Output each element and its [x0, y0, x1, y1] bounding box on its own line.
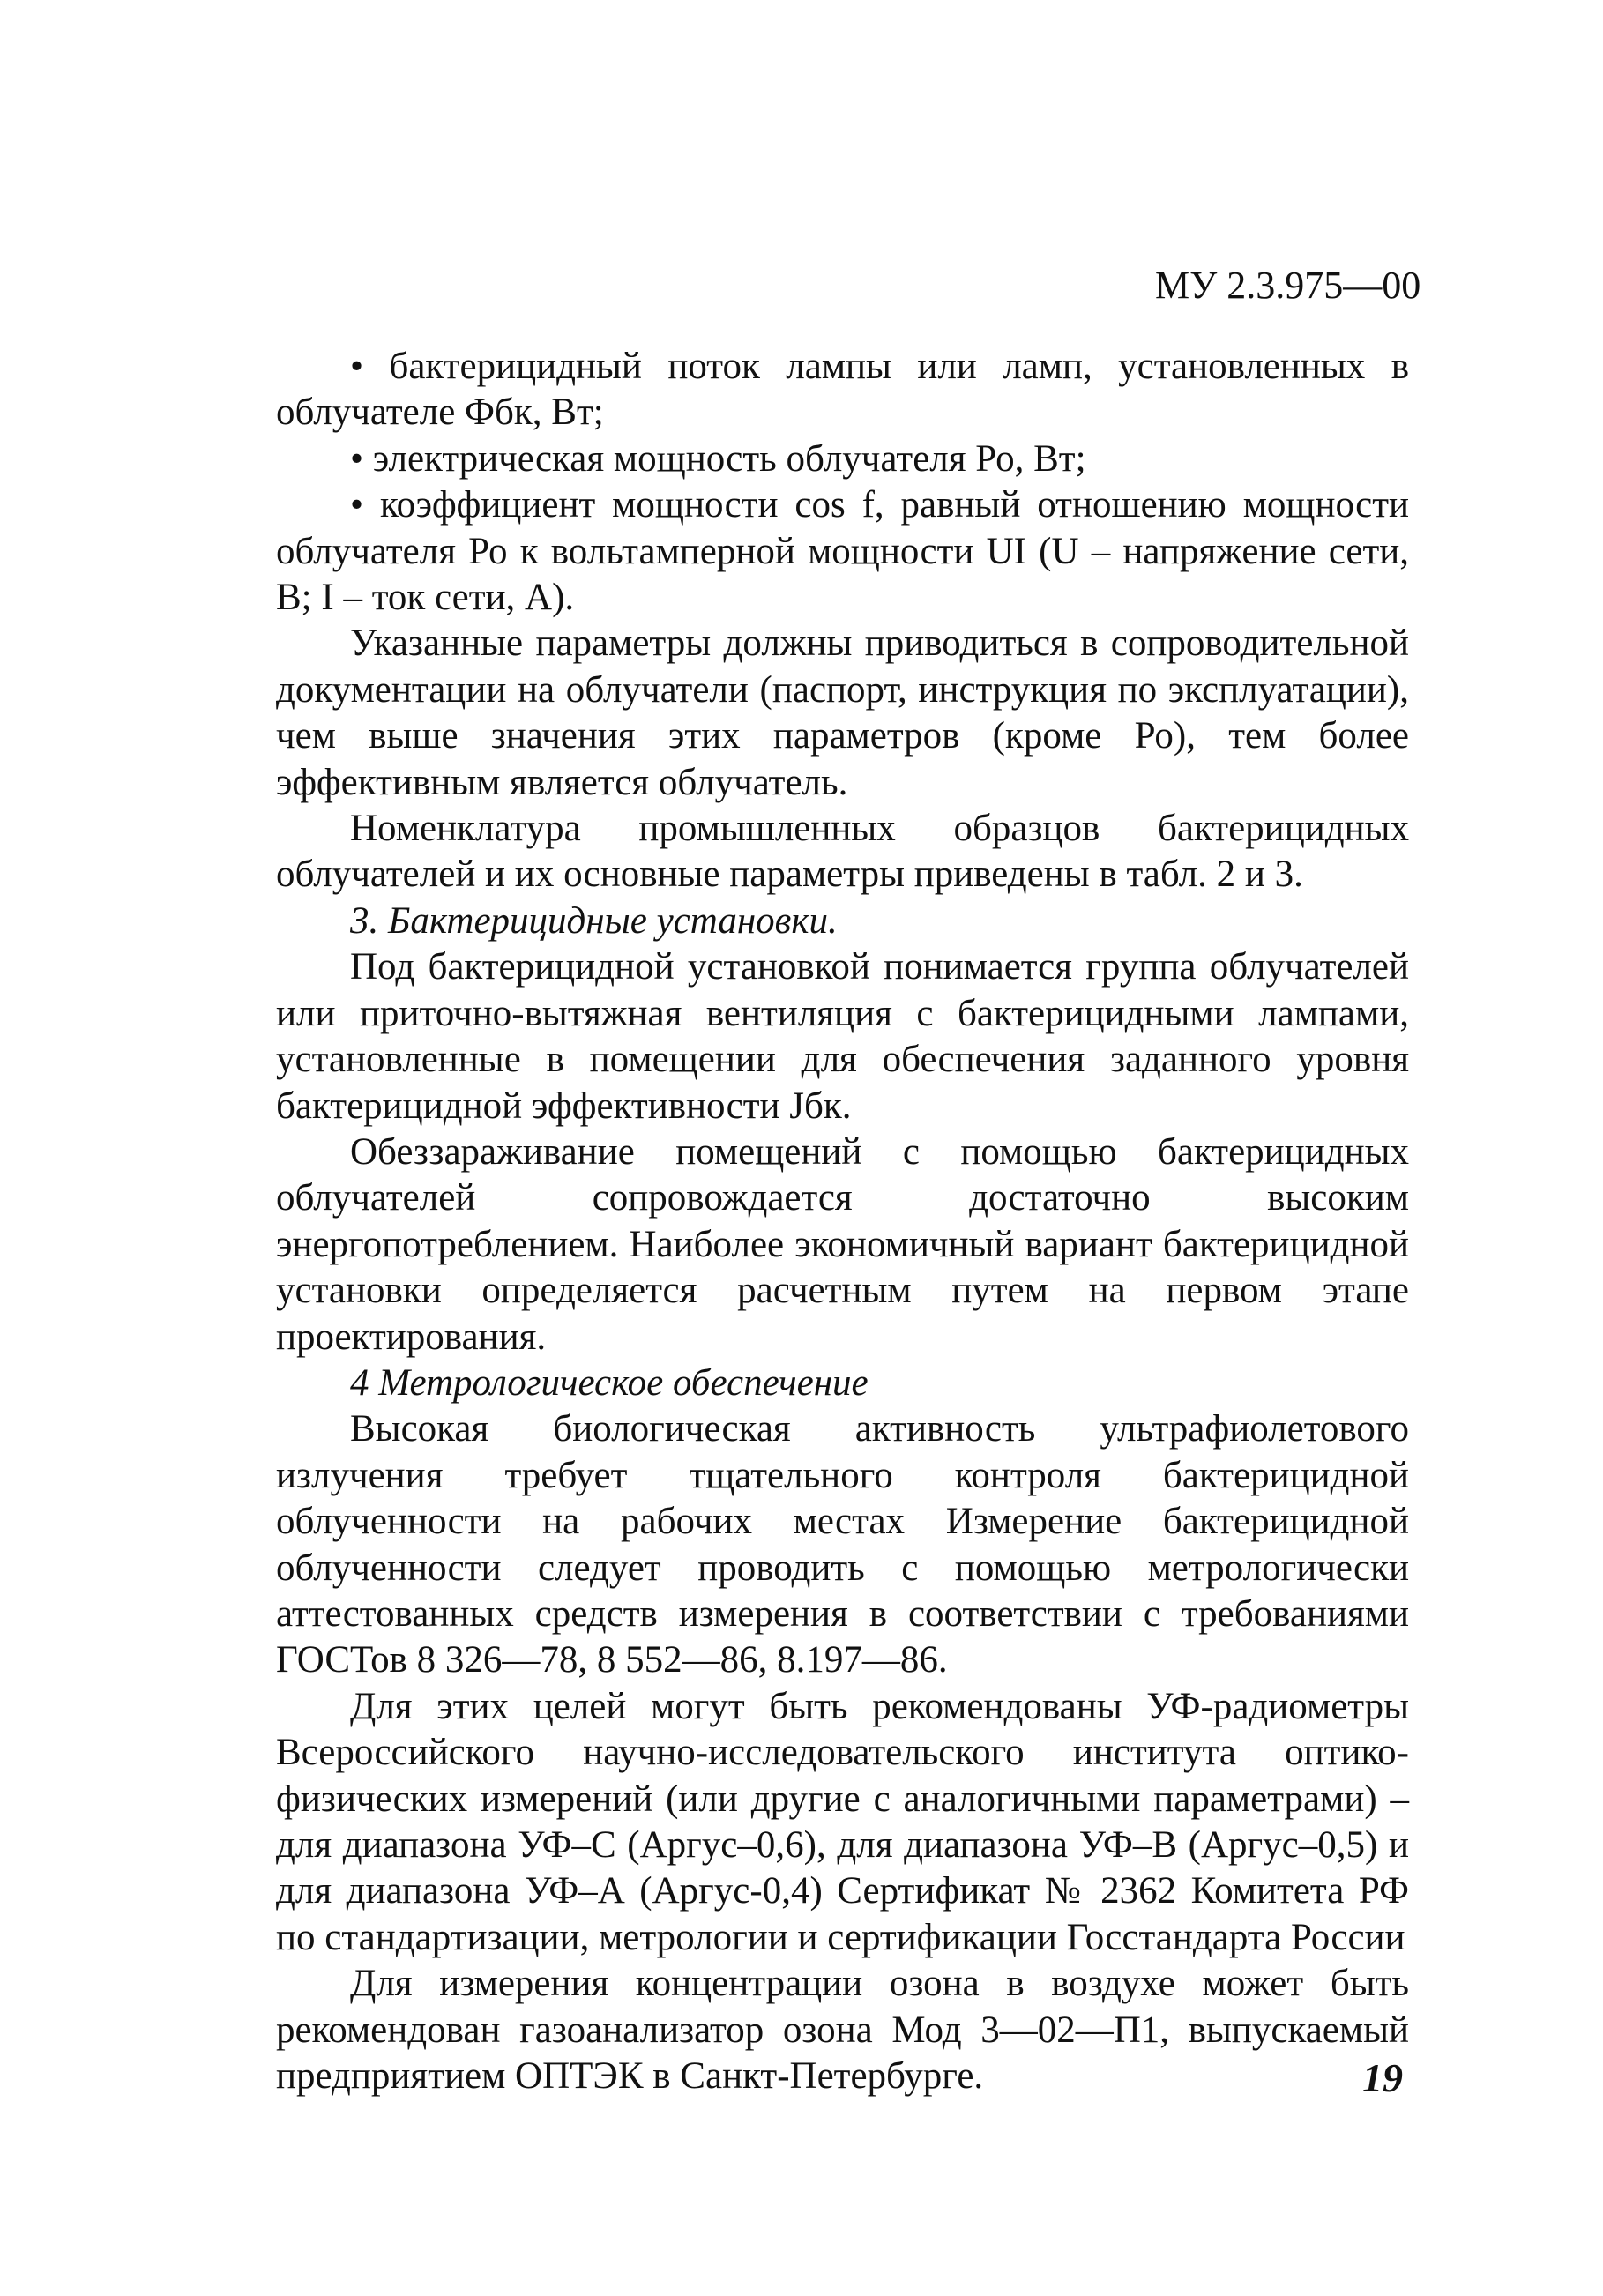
section-heading-metrology: 4 Метрологическое обеспечение	[350, 1361, 869, 1404]
section-heading-installations: 3. Бактерицидные установки.	[350, 899, 838, 942]
paragraph-ozone-analyzer: Для измерения концентрации озона в воздухе может быть рекомендован газоанализатор озона Мод 3—02—П1, выпускаемый предприятием ОПТЭК в Санкт-Петербурге.	[276, 1963, 1409, 2098]
paragraph-installation-definition: Под бактерицидной установкой понимается группа облучателей или приточно-вытяжная вентиляция с бактерицидными лампами, установленные в помещении для обеспечения заданного уровня бактерицидной эффективности Jбк.	[276, 946, 1409, 1127]
paragraph-measurement: Высокая биологическая активность ультрафиолетового излучения требует тщательного контроля бактерицидной облученности на рабочих местах Измерение бактерицидной облученности следует проводить с помощью метрологически аттестованных средств измерения в соответствии с требованиями ГОСТов 8 326—78, 8 552—86, 8.197—86.	[276, 1408, 1409, 1681]
paragraph-parameters-docs: Указанные параметры должны приводиться в сопроводительной документации на облучатели (паспорт, инструкция по эксплуатации), чем выше значения этих параметров (кроме Ро), тем более эффективным является облучатель.	[276, 622, 1409, 803]
paragraph-energy-consumption: Обеззараживание помещений с помощью бактерицидных облучателей сопровождается достаточно высоким энергопотреблением. Наиболее экономичный вариант бактерицидной установки определяется расчетным путем на первом этапе проектирования.	[276, 1130, 1409, 1358]
bullet-power-factor: • коэффициент мощности cos f, равный отношению мощности облучателя Ро к вольтамперной мощности UI (U – напряжение сети, В; I – ток сети, А).	[276, 484, 1409, 619]
document-code: МУ 2.3.975—00	[1155, 264, 1421, 307]
body-text	[276, 344, 1409, 2099]
bullet-electric-power: • электрическая мощность облучателя Ро, Вт;	[350, 437, 1086, 480]
paragraph-nomenclature: Номенклатура промышленных образцов бактерицидных облучателей и их основные параметры приведены в табл. 2 и 3.	[276, 808, 1409, 896]
paragraph-radiometers: Для этих целей могут быть рекомендованы УФ-радиометры Всероссийского научно-исследовательского института оптико-физических измерений (или другие с аналогичными параметрами) – для диапазона УФ–С (Аргус–0,6), для диапазона УФ–В (Аргус–0,5) и для диапазона УФ–А (Аргус-0,4) Сертификат № 2362 Комитета РФ по стандартизации, метрологии и сертификации Госстандарта России	[276, 1685, 1409, 1958]
bullet-bactericidal-flux: • бактерицидный поток лампы или ламп, установленных в облучателе Фбк, Вт;	[276, 346, 1409, 434]
page-number: 19	[1362, 2055, 1403, 2100]
